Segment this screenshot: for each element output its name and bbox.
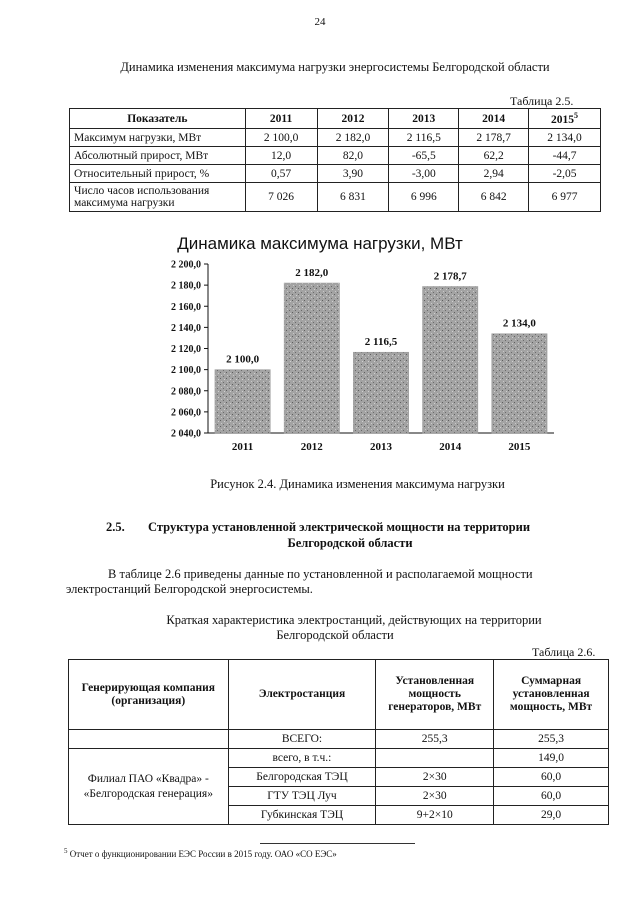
table-row [70,129,601,147]
table-cell [376,749,494,768]
table-row [70,183,601,212]
table-cell: ГТУ ТЭЦ Луч [228,787,376,806]
bar [284,283,339,433]
y-tick-label: 2 140,0 [171,322,201,334]
bar [492,334,547,433]
x-tick-label: 2013 [370,441,392,453]
column-header: 2014 [459,109,529,129]
y-tick-label: 2 040,0 [171,428,201,440]
table-cell: -44,7 [529,147,601,165]
table-cell [69,730,229,749]
table-cell: 29,0 [494,806,609,825]
section-title-line2: Белгородской области [287,536,413,550]
column-header: Показатель [70,109,246,129]
table-header-row [69,660,609,730]
column-header: Генерирующая компания (организация) [69,660,229,730]
footnote-ref: 5 [574,111,579,121]
bar [353,352,408,433]
table-cell: 255,3 [376,730,494,749]
table-cell: 2 100,0 [245,129,317,147]
table-cell: Число часов использования максимума нагрузки [70,183,246,212]
chart-title: Динамика максимума нагрузки, МВт [177,234,463,253]
table-row [70,147,601,165]
table-header-row [70,109,601,129]
table-cell: Абсолютный прирост, МВт [70,147,246,165]
table-cell: всего, в т.ч.: [228,749,376,768]
column-header: 2012 [317,109,389,129]
section-title-line1: Структура установленной электрической мощности на территории [148,520,531,534]
x-tick-label: 2011 [231,441,254,453]
table-cell: -2,05 [529,165,601,183]
bar [423,286,478,433]
table-2-6-caption-line1: Краткая характеристика электростанций, действующих на территории [166,613,542,627]
table-cell: 2×30 [376,787,494,806]
table-2-6 [68,659,609,825]
table-cell: 6 842 [459,183,529,212]
table-cell: 2 134,0 [529,129,601,147]
section-number: 2.5. [106,520,125,534]
table-cell: 3,90 [317,165,389,183]
table-cell: Губкинская ТЭЦ [228,806,376,825]
table-cell: 6 996 [389,183,459,212]
table-cell: 0,57 [245,165,317,183]
y-tick-label: 2 100,0 [171,365,201,377]
bar-chart [150,255,570,460]
bar-value-label: 2 182,0 [295,267,329,280]
table-2-6-caption-line2: Белгородской области [276,628,394,642]
table-cell: 2 116,5 [389,129,459,147]
table-cell: 2,94 [459,165,529,183]
bar-value-label: 2 100,0 [226,353,260,366]
column-header: Суммарная установленная мощность, МВт [494,660,609,730]
table-cell: 255,3 [494,730,609,749]
y-tick-label: 2 060,0 [171,407,201,419]
table-2-5-caption: Динамика изменения максимума нагрузки энергосистемы Белгородской области [120,60,550,74]
table-2-5 [69,108,601,212]
table-row [70,165,601,183]
table-cell: 60,0 [494,787,609,806]
table-cell: 62,2 [459,147,529,165]
x-tick-label: 2012 [300,441,323,453]
table-cell: Относительный прирост, % [70,165,246,183]
column-header: Электростанция [228,660,376,730]
bar-value-label: 2 116,5 [364,336,398,349]
page-number: 24 [314,16,326,28]
paragraph-line2: электростанций Белгородской энергосистемы. [66,582,313,596]
bar [215,370,270,433]
y-tick-label: 2 080,0 [171,386,201,398]
column-header [529,109,601,129]
figure-caption: Рисунок 2.4. Динамика изменения максимума нагрузки [210,477,505,491]
table-cell: 6 977 [529,183,601,212]
x-tick-label: 2015 [508,441,531,453]
table-cell: -65,5 [389,147,459,165]
company-cell: Филиал ПАО «Квадра» - «Белгородская генерация» [69,749,229,825]
column-header: 2011 [245,109,317,129]
table-cell: -3,00 [389,165,459,183]
y-tick-label: 2 160,0 [171,301,201,313]
table-cell: 60,0 [494,768,609,787]
footnote-text: Отчет о функционировании ЕЭС России в 2015 году. ОАО «СО ЕЭС» [69,849,337,859]
table-cell: 9+2×10 [376,806,494,825]
table-cell: 149,0 [494,749,609,768]
table-cell: ВСЕГО: [228,730,376,749]
table-cell: 6 831 [317,183,389,212]
x-tick-label: 2014 [439,441,462,453]
table-2-5-label: Таблица 2.5. [510,94,574,108]
footnote [64,847,337,859]
table-cell: 2 182,0 [317,129,389,147]
table-cell: 2×30 [376,768,494,787]
y-tick-label: 2 180,0 [171,280,201,292]
y-tick-label: 2 120,0 [171,344,201,355]
table-cell: 2 178,7 [459,129,529,147]
column-header: Установленная мощность генераторов, МВт [376,660,494,730]
table-cell: 7 026 [245,183,317,212]
footnote-marker: 5 [64,847,68,855]
table-row [69,730,609,749]
table-cell: Максимум нагрузки, МВт [70,129,246,147]
table-cell: Белгородская ТЭЦ [228,768,376,787]
y-tick-label: 2 200,0 [171,259,201,271]
column-header: 2013 [389,109,459,129]
footnote-divider [260,843,415,844]
table-row [69,749,609,768]
table-cell: 12,0 [245,147,317,165]
bar-value-label: 2 134,0 [502,317,536,330]
bar-value-label: 2 178,7 [433,270,467,283]
table-cell: 82,0 [317,147,389,165]
table-2-6-label: Таблица 2.6. [532,645,596,659]
column-header-text: 2015 [551,113,575,126]
paragraph-line1: В таблице 2.6 приведены данные по установленной и располагаемой мощности [108,567,533,581]
